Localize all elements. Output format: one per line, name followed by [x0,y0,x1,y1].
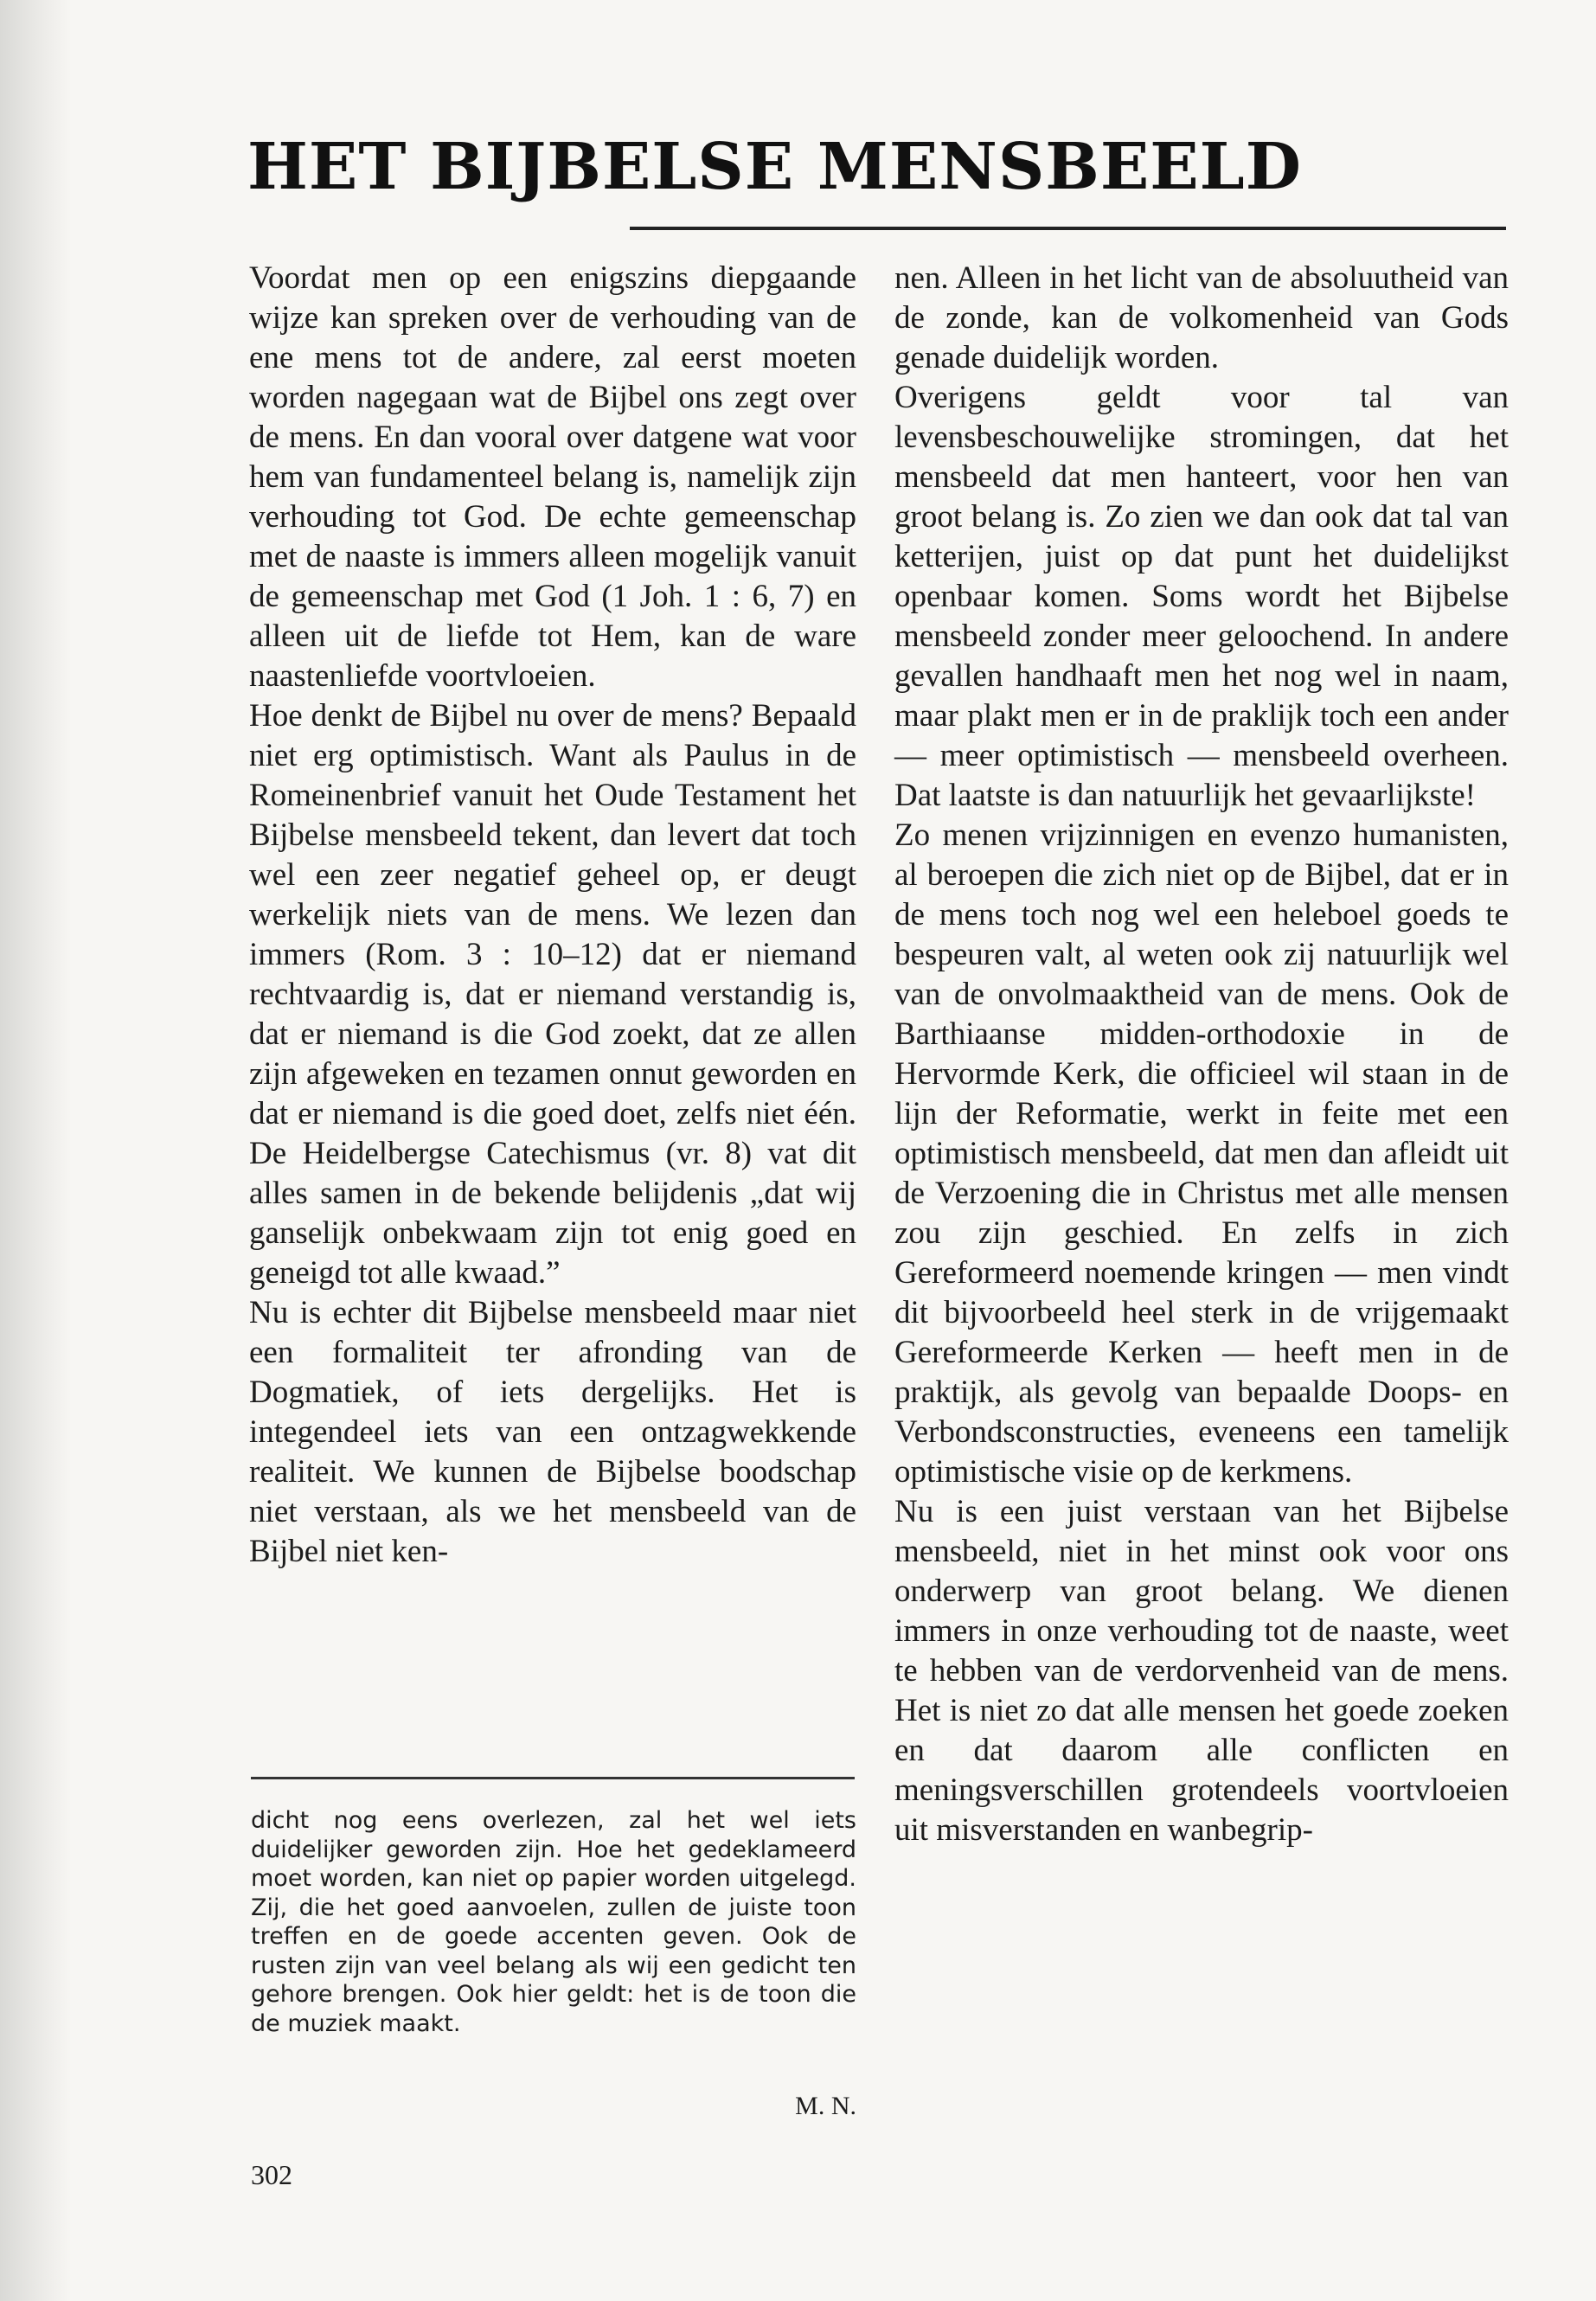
footnote-rule [251,1777,855,1779]
right-paragraph-1: nen. Alleen in het licht van de absoluutheid van de zonde, kan de volkomenheid van Gods genade duidelijk worden. [894,260,1509,375]
left-paragraph-3: Nu is echter dit Bijbelse mensbeeld maar niet een formaliteit ter afronding van de Dogmatiek, of iets dergelijks. Het is integendeel iets van een ontzagwekkende realiteit. We kunnen de Bijbelse boodschap niet verstaan, als we het mensbeeld van de Bijbel niet ken- [249,1295,856,1569]
article-title: HET BIJBELSE MENSBEELD [247,130,1302,204]
scan-page-edge [0,0,71,2301]
right-paragraph-2: Overigens geldt voor tal van levensbeschouwelijke stromingen, dat het mensbeeld dat men hanteert, voor hen van groot belang is. Zo zien we dan ook dat tal van ketterijen, juist op dat punt het duidelijkst openbaar komen. Soms wordt het Bijbelse mensbeeld zonder meer geloochend. In andere gevallen handhaaft men het nog wel in naam, maar plakt men er in de praklijk toch een ander — meer optimistisch — mensbeeld overheen. Dat laatste is dan natuurlijk het gevaarlijkste! [894,380,1509,813]
footnote-text: dicht nog eens overlezen, zal het wel iets duidelijker geworden zijn. Hoe het gedeklameerd moet worden, kan niet op papier worden uitgelegd. Zij, die het goed aanvoelen, zullen de juiste toon treffen en de goede accenten geven. Ook de rusten zijn van veel belang als wij een gedicht ten gehore brengen. Ook hier geldt: het is de toon die de muziek maakt. [251,1807,856,2037]
left-paragraph-1: Voordat men op een enigszins diepgaande wijze kan spreken over de verhouding van de ene mens tot de andere, zal eerst moeten worden nagegaan wat de Bijbel ons zegt over de mens. En dan vooral over datgene wat voor hem van fundamenteel belang is, namelijk zijn verhouding tot God. De echte gemeenschap met de naaste is immers alleen mogelijk vanuit de gemeenschap met God (1 Joh. 1 : 6, 7) en alleen uit de liefde tot Hem, kan de ware naastenliefde voortvloeien. [249,260,856,694]
footnote-signature: M. N. [795,2092,856,2120]
title-rule [630,227,1506,230]
left-column [249,259,856,1572]
right-column [894,259,1509,1850]
right-paragraph-4: Nu is een juist verstaan van het Bijbelse mensbeeld, niet in het minst ook voor ons onderwerp van groot belang. We dienen immers in onze verhouding tot de naaste, weet te hebben van de verdorvenheid van de mens. Het is niet zo dat alle mensen het goede zoeken en dat daarom alle conflicten en meningsverschillen grotendeels voortvloeien uit misverstanden en wanbegrip- [894,1494,1509,1848]
page-number: 302 [251,2159,292,2190]
right-paragraph-3: Zo menen vrijzinnigen en evenzo humanisten, al beroepen die zich niet op de Bijbel, dat er in de mens toch nog wel een heleboel goeds te bespeuren valt, al weten ook zij natuurlijk wel van de onvolmaaktheid van de mens. Ook de Barthiaanse midden-orthodoxie in de Hervormde Kerk, die officieel wil staan in de lijn der Reformatie, werkt in feite met een optimistisch mensbeeld, dat men dan afleidt uit de Verzoening die in Christus met alle mensen zou zijn geschied. En zelfs in zich Gereformeerd noemende kringen — men vindt dit bijvoorbeeld heel sterk in de vrijgemaakt Gereformeerde Kerken — heeft men in de praktijk, als gevolg van bepaalde Doops- en Verbondsconstructies, eveneens een tamelijk optimistische visie op de kerkmens. [894,817,1509,1490]
left-paragraph-2: Hoe denkt de Bijbel nu over de mens? Bepaald niet erg optimistisch. Want als Paulus in de Romeinenbrief vanuit het Oude Testament het Bijbelse mensbeeld tekent, dan levert dat toch wel een zeer negatief geheel op, er deugt werkelijk niets van de mens. We lezen dan immers (Rom. 3 : 10–12) dat er niemand rechtvaardig is, dat er niemand verstandig is, dat er niemand is die God zoekt, dat ze allen zijn afgeweken en tezamen onnut geworden en dat er niemand is die goed doet, zelfs niet één. De Heidelbergse Catechismus (vr. 8) vat dit alles samen in de bekende belijdenis „dat wij ganselijk onbekwaam zijn tot enig goed en geneigd tot alle kwaad.” [249,698,856,1291]
